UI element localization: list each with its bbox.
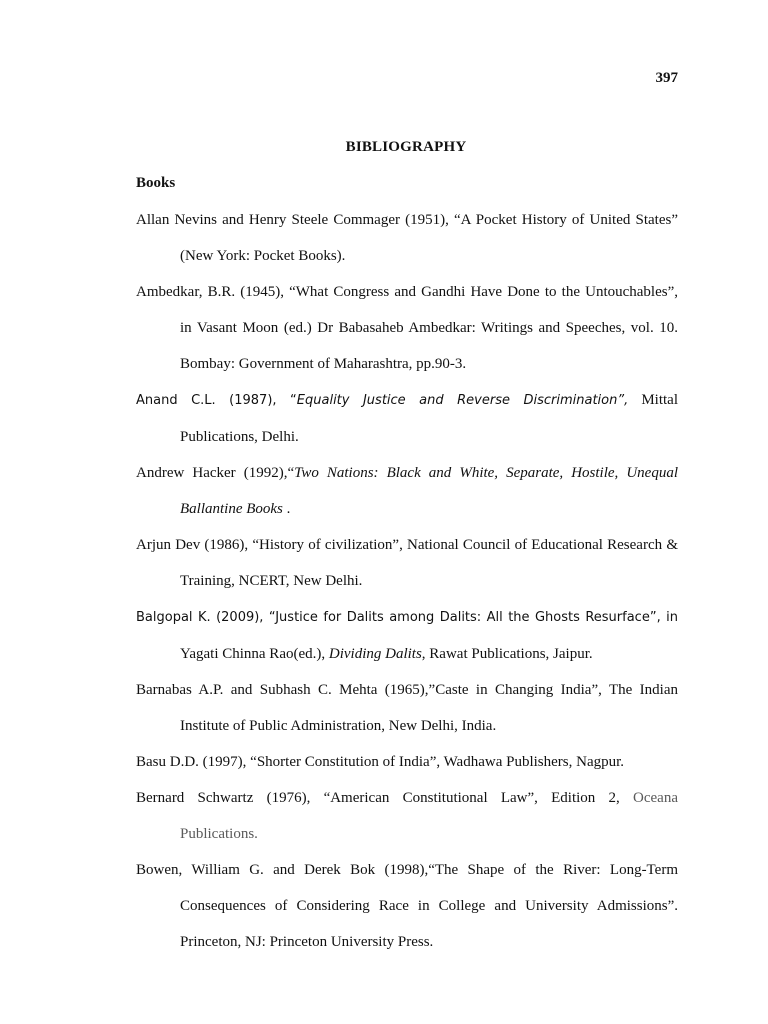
entry-text: Allan Nevins and Henry Steele Commager (1951), “A Pocket History of United States” (New York: Pocket Books). bbox=[136, 212, 678, 264]
bibliography-entry bbox=[136, 274, 678, 382]
entry-text: Arjun Dev (1986), “History of civilization”, National Council of Educational Research & Training, NCERT, New Delhi. bbox=[136, 537, 678, 589]
bibliography-entry bbox=[136, 744, 678, 780]
entry-text: Bernard Schwartz (1976), “American Constitutional Law”, Edition 2, bbox=[136, 790, 634, 806]
entry-publisher-grey: Oceana Publications. bbox=[180, 790, 678, 842]
entry-text: Ambedkar, B.R. (1945), “What Congress and Gandhi Have Done to the Untouchables”, in Vasant Moon (ed.) Dr Babasaheb Ambedkar: Writings and Speeches, vol. 10. Bombay: Government of Maharashtra, pp.90-3. bbox=[136, 284, 678, 372]
bibliography-entry bbox=[136, 455, 678, 527]
entry-text: Balgopal K. (2009), “Justice for Dalits among Dalits: All the Ghosts Resurface”, in bbox=[136, 610, 678, 625]
bibliography-entry bbox=[136, 527, 678, 599]
entry-text: Barnabas A.P. and Subhash C. Mehta (1965),”Caste in Changing India”, The Indian Institute of Public Administration, New Delhi, India. bbox=[136, 682, 678, 734]
entry-text: , Rawat Publications, Jaipur. bbox=[421, 646, 593, 662]
entry-title-italic: Dividing Dalits bbox=[328, 646, 422, 662]
bibliography-list bbox=[136, 202, 678, 960]
bibliography-entry bbox=[136, 599, 678, 672]
entry-title-italic: Equality Justice and Reverse Discrimination”, bbox=[296, 393, 629, 408]
bibliography-entry bbox=[136, 382, 678, 455]
bibliography-entry bbox=[136, 780, 678, 852]
entry-text: Bowen, William G. and Derek Bok (1998),“The Shape of the River: Long-Term Consequences of Considering Race in College and University Admissions”. Princeton, NJ: Princeton University Press. bbox=[136, 862, 678, 950]
entry-text: . bbox=[282, 501, 291, 517]
entry-text: Basu D.D. (1997), “Shorter Constitution of India”, Wadhawa Publishers, Nagpur. bbox=[136, 754, 625, 770]
entry-text: Yagati Chinna Rao(ed.), bbox=[180, 646, 329, 662]
entry-text: Anand C.L. (1987), “ bbox=[136, 393, 297, 408]
bibliography-entry bbox=[136, 202, 678, 274]
entry-title-italic: Two Nations: Black and White, Separate, Hostile, Unequal Ballantine Books bbox=[180, 465, 678, 517]
entry-text: Andrew Hacker (1992),“ bbox=[136, 465, 295, 481]
entry-text: Mittal Publications, Delhi. bbox=[180, 392, 679, 445]
section-heading: Books bbox=[136, 175, 176, 191]
bibliography-entry bbox=[136, 852, 678, 960]
page-title: BIBLIOGRAPHY bbox=[345, 139, 467, 155]
bibliography-entry bbox=[136, 672, 678, 744]
page-number: 397 bbox=[655, 70, 678, 86]
